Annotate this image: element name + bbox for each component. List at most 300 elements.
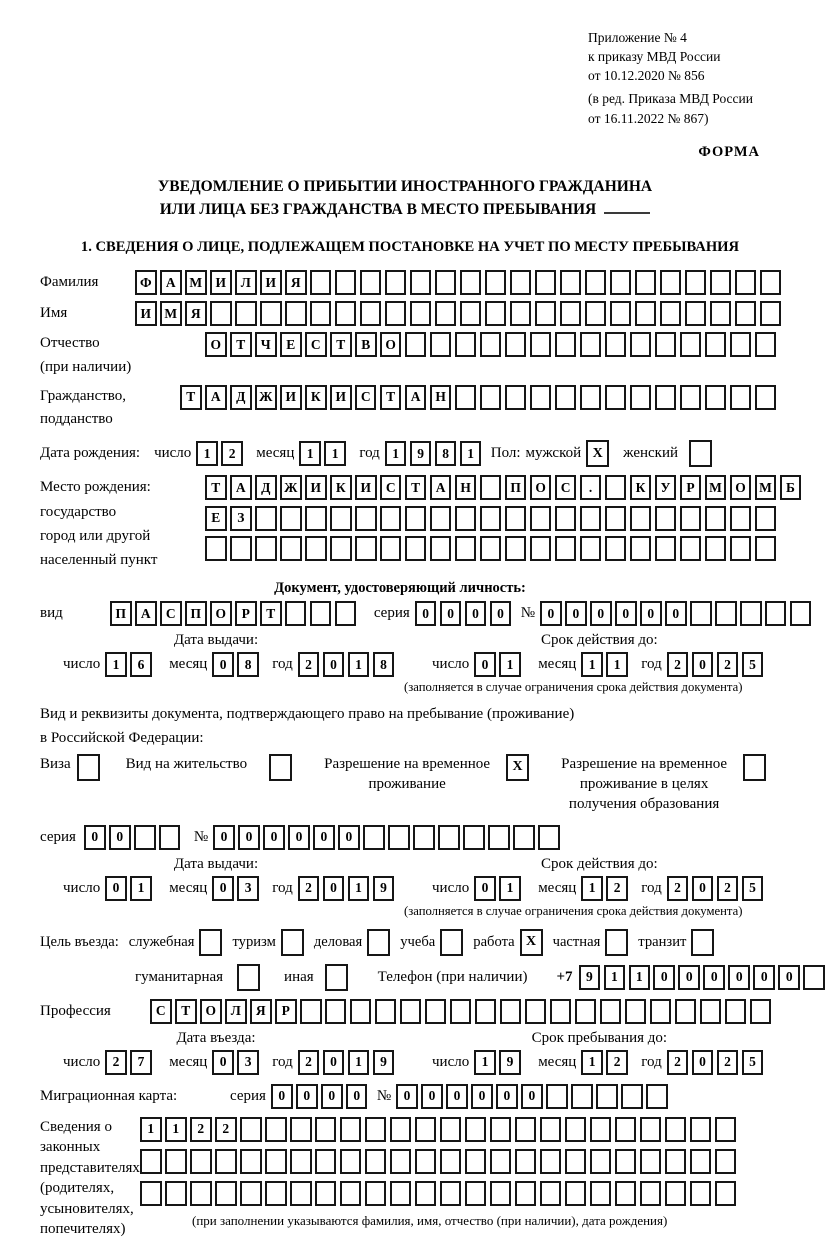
sex-female-checkbox[interactable]	[689, 440, 712, 467]
char-cell[interactable]: К	[330, 475, 352, 500]
char-cell[interactable]: 0	[692, 1050, 714, 1075]
char-cell[interactable]	[375, 999, 397, 1024]
char-cell[interactable]	[505, 506, 527, 531]
char-cell[interactable]	[515, 1181, 537, 1206]
char-cell[interactable]	[621, 1084, 643, 1109]
char-cell[interactable]	[335, 270, 357, 295]
char-cell[interactable]: К	[630, 475, 652, 500]
temporary-residence-checkbox[interactable]: X	[506, 754, 529, 781]
char-cell[interactable]: С	[380, 475, 402, 500]
char-cell[interactable]: О	[200, 999, 222, 1024]
char-cell[interactable]: С	[355, 385, 377, 410]
char-cell[interactable]: 0	[728, 965, 750, 990]
purpose-other-checkbox[interactable]	[325, 964, 348, 991]
char-cell[interactable]	[315, 1117, 337, 1142]
char-cell[interactable]: О	[380, 332, 402, 357]
char-cell[interactable]: Т	[230, 332, 252, 357]
char-cell[interactable]	[260, 301, 282, 326]
char-cell[interactable]: 0	[490, 601, 512, 626]
char-cell[interactable]: Т	[405, 475, 427, 500]
char-cell[interactable]: 0	[692, 876, 714, 901]
char-cell[interactable]	[440, 1117, 462, 1142]
char-cell[interactable]: М	[160, 301, 182, 326]
char-cell[interactable]: 0	[521, 1084, 543, 1109]
purpose-official-checkbox[interactable]	[199, 929, 222, 956]
char-cell[interactable]: 5	[742, 652, 764, 677]
char-cell[interactable]	[355, 536, 377, 561]
char-cell[interactable]: 0	[263, 825, 285, 850]
char-cell[interactable]	[555, 332, 577, 357]
char-cell[interactable]	[415, 1117, 437, 1142]
char-cell[interactable]: .	[580, 475, 602, 500]
char-cell[interactable]	[390, 1181, 412, 1206]
char-cell[interactable]: И	[305, 475, 327, 500]
char-cell[interactable]	[310, 270, 332, 295]
char-cell[interactable]: 0	[678, 965, 700, 990]
char-cell[interactable]: 8	[237, 652, 259, 677]
char-cell[interactable]	[465, 1181, 487, 1206]
char-cell[interactable]	[605, 385, 627, 410]
char-cell[interactable]	[335, 601, 357, 626]
char-cell[interactable]: М	[755, 475, 777, 500]
char-cell[interactable]	[465, 1117, 487, 1142]
char-cell[interactable]	[710, 301, 732, 326]
char-cell[interactable]	[515, 1149, 537, 1174]
char-cell[interactable]	[640, 1117, 662, 1142]
char-cell[interactable]	[803, 965, 825, 990]
char-cell[interactable]	[630, 536, 652, 561]
char-cell[interactable]	[680, 536, 702, 561]
char-cell[interactable]	[305, 536, 327, 561]
char-cell[interactable]	[538, 825, 560, 850]
char-cell[interactable]: Т	[180, 385, 202, 410]
char-cell[interactable]: З	[230, 506, 252, 531]
char-cell[interactable]	[765, 601, 787, 626]
char-cell[interactable]: 0	[590, 601, 612, 626]
char-cell[interactable]	[315, 1149, 337, 1174]
char-cell[interactable]	[665, 1181, 687, 1206]
char-cell[interactable]	[655, 385, 677, 410]
char-cell[interactable]	[675, 999, 697, 1024]
char-cell[interactable]: 0	[313, 825, 335, 850]
char-cell[interactable]: Н	[455, 475, 477, 500]
char-cell[interactable]	[365, 1149, 387, 1174]
char-cell[interactable]	[690, 1149, 712, 1174]
char-cell[interactable]	[575, 999, 597, 1024]
char-cell[interactable]	[385, 270, 407, 295]
char-cell[interactable]: В	[355, 332, 377, 357]
char-cell[interactable]	[513, 825, 535, 850]
char-cell[interactable]: 0	[440, 601, 462, 626]
char-cell[interactable]	[525, 999, 547, 1024]
char-cell[interactable]	[700, 999, 722, 1024]
char-cell[interactable]	[215, 1149, 237, 1174]
char-cell[interactable]: 0	[692, 652, 714, 677]
char-cell[interactable]	[535, 301, 557, 326]
char-cell[interactable]: 0	[474, 876, 496, 901]
char-cell[interactable]: М	[705, 475, 727, 500]
char-cell[interactable]	[615, 1117, 637, 1142]
char-cell[interactable]	[290, 1149, 312, 1174]
char-cell[interactable]	[330, 506, 352, 531]
char-cell[interactable]	[655, 536, 677, 561]
char-cell[interactable]	[290, 1181, 312, 1206]
char-cell[interactable]	[640, 1149, 662, 1174]
char-cell[interactable]	[690, 601, 712, 626]
char-cell[interactable]	[360, 270, 382, 295]
char-cell[interactable]: И	[355, 475, 377, 500]
char-cell[interactable]	[510, 301, 532, 326]
char-cell[interactable]	[455, 536, 477, 561]
char-cell[interactable]	[646, 1084, 668, 1109]
char-cell[interactable]	[388, 825, 410, 850]
char-cell[interactable]	[210, 301, 232, 326]
char-cell[interactable]	[415, 1149, 437, 1174]
char-cell[interactable]: 1	[196, 441, 218, 466]
char-cell[interactable]	[415, 1181, 437, 1206]
char-cell[interactable]	[590, 1181, 612, 1206]
char-cell[interactable]	[680, 506, 702, 531]
char-cell[interactable]: Ф	[135, 270, 157, 295]
char-cell[interactable]	[310, 301, 332, 326]
char-cell[interactable]: А	[135, 601, 157, 626]
purpose-business-checkbox[interactable]	[367, 929, 390, 956]
char-cell[interactable]: И	[135, 301, 157, 326]
char-cell[interactable]	[680, 385, 702, 410]
char-cell[interactable]	[755, 506, 777, 531]
char-cell[interactable]	[790, 601, 812, 626]
char-cell[interactable]	[685, 301, 707, 326]
char-cell[interactable]: 0	[212, 652, 234, 677]
purpose-transit-checkbox[interactable]	[691, 929, 714, 956]
char-cell[interactable]	[515, 1117, 537, 1142]
char-cell[interactable]	[140, 1149, 162, 1174]
char-cell[interactable]	[425, 999, 447, 1024]
char-cell[interactable]: Т	[380, 385, 402, 410]
char-cell[interactable]: 0	[471, 1084, 493, 1109]
char-cell[interactable]: 1	[385, 441, 407, 466]
char-cell[interactable]	[580, 506, 602, 531]
char-cell[interactable]: 1	[499, 652, 521, 677]
char-cell[interactable]: 0	[212, 876, 234, 901]
char-cell[interactable]	[635, 270, 657, 295]
char-cell[interactable]	[705, 536, 727, 561]
char-cell[interactable]: 1	[460, 441, 482, 466]
char-cell[interactable]	[405, 506, 427, 531]
char-cell[interactable]: 3	[237, 876, 259, 901]
char-cell[interactable]: 0	[474, 652, 496, 677]
char-cell[interactable]	[760, 270, 782, 295]
char-cell[interactable]	[660, 270, 682, 295]
char-cell[interactable]: 0	[109, 825, 131, 850]
char-cell[interactable]	[240, 1181, 262, 1206]
char-cell[interactable]	[435, 301, 457, 326]
char-cell[interactable]: 0	[540, 601, 562, 626]
char-cell[interactable]: 0	[665, 601, 687, 626]
char-cell[interactable]	[490, 1181, 512, 1206]
char-cell[interactable]	[605, 536, 627, 561]
char-cell[interactable]	[215, 1181, 237, 1206]
char-cell[interactable]: 2	[105, 1050, 127, 1075]
char-cell[interactable]: 0	[565, 601, 587, 626]
char-cell[interactable]: 0	[496, 1084, 518, 1109]
char-cell[interactable]	[546, 1084, 568, 1109]
char-cell[interactable]: С	[150, 999, 172, 1024]
char-cell[interactable]: 1	[105, 652, 127, 677]
char-cell[interactable]	[240, 1117, 262, 1142]
char-cell[interactable]: 0	[213, 825, 235, 850]
char-cell[interactable]	[735, 270, 757, 295]
char-cell[interactable]	[550, 999, 572, 1024]
char-cell[interactable]: О	[530, 475, 552, 500]
purpose-work-checkbox[interactable]: X	[520, 929, 543, 956]
char-cell[interactable]: 9	[410, 441, 432, 466]
char-cell[interactable]	[530, 506, 552, 531]
char-cell[interactable]	[413, 825, 435, 850]
char-cell[interactable]	[315, 1181, 337, 1206]
char-cell[interactable]: 0	[415, 601, 437, 626]
char-cell[interactable]	[630, 385, 652, 410]
char-cell[interactable]	[455, 332, 477, 357]
char-cell[interactable]: Т	[260, 601, 282, 626]
char-cell[interactable]	[430, 536, 452, 561]
char-cell[interactable]	[330, 536, 352, 561]
char-cell[interactable]	[485, 270, 507, 295]
char-cell[interactable]: 0	[212, 1050, 234, 1075]
char-cell[interactable]: 1	[165, 1117, 187, 1142]
char-cell[interactable]: И	[260, 270, 282, 295]
char-cell[interactable]	[571, 1084, 593, 1109]
char-cell[interactable]	[585, 301, 607, 326]
char-cell[interactable]	[455, 385, 477, 410]
char-cell[interactable]	[340, 1181, 362, 1206]
char-cell[interactable]: Р	[235, 601, 257, 626]
char-cell[interactable]	[285, 601, 307, 626]
char-cell[interactable]	[585, 270, 607, 295]
char-cell[interactable]	[360, 301, 382, 326]
char-cell[interactable]	[165, 1181, 187, 1206]
char-cell[interactable]: Б	[780, 475, 802, 500]
char-cell[interactable]: 1	[299, 441, 321, 466]
char-cell[interactable]	[580, 332, 602, 357]
char-cell[interactable]	[205, 536, 227, 561]
char-cell[interactable]: 2	[717, 1050, 739, 1075]
char-cell[interactable]	[540, 1181, 562, 1206]
char-cell[interactable]: Ж	[280, 475, 302, 500]
char-cell[interactable]	[630, 506, 652, 531]
char-cell[interactable]	[290, 1117, 312, 1142]
char-cell[interactable]	[665, 1117, 687, 1142]
char-cell[interactable]	[455, 506, 477, 531]
char-cell[interactable]	[755, 332, 777, 357]
char-cell[interactable]: 2	[606, 876, 628, 901]
char-cell[interactable]: 1	[499, 876, 521, 901]
char-cell[interactable]	[605, 475, 627, 500]
purpose-private-checkbox[interactable]	[605, 929, 628, 956]
char-cell[interactable]	[390, 1149, 412, 1174]
char-cell[interactable]	[325, 999, 347, 1024]
char-cell[interactable]: 1	[324, 441, 346, 466]
char-cell[interactable]	[380, 536, 402, 561]
char-cell[interactable]	[280, 536, 302, 561]
char-cell[interactable]: А	[430, 475, 452, 500]
char-cell[interactable]	[165, 1149, 187, 1174]
char-cell[interactable]: 1	[581, 876, 603, 901]
char-cell[interactable]: 9	[579, 965, 601, 990]
char-cell[interactable]	[390, 1117, 412, 1142]
char-cell[interactable]	[385, 301, 407, 326]
char-cell[interactable]: Я	[185, 301, 207, 326]
char-cell[interactable]: 0	[778, 965, 800, 990]
char-cell[interactable]: Т	[205, 475, 227, 500]
visa-checkbox[interactable]	[77, 754, 100, 781]
char-cell[interactable]	[715, 601, 737, 626]
char-cell[interactable]	[480, 332, 502, 357]
char-cell[interactable]: Ж	[255, 385, 277, 410]
char-cell[interactable]: У	[655, 475, 677, 500]
purpose-study-checkbox[interactable]	[440, 929, 463, 956]
char-cell[interactable]: 0	[238, 825, 260, 850]
char-cell[interactable]	[265, 1181, 287, 1206]
char-cell[interactable]	[480, 475, 502, 500]
char-cell[interactable]	[665, 1149, 687, 1174]
char-cell[interactable]	[435, 270, 457, 295]
char-cell[interactable]: С	[305, 332, 327, 357]
char-cell[interactable]: А	[405, 385, 427, 410]
char-cell[interactable]: 9	[373, 1050, 395, 1075]
char-cell[interactable]: 2	[606, 1050, 628, 1075]
char-cell[interactable]	[340, 1117, 362, 1142]
char-cell[interactable]	[555, 506, 577, 531]
char-cell[interactable]: Я	[250, 999, 272, 1024]
char-cell[interactable]: Ч	[255, 332, 277, 357]
char-cell[interactable]	[540, 1117, 562, 1142]
char-cell[interactable]	[190, 1181, 212, 1206]
char-cell[interactable]: 3	[237, 1050, 259, 1075]
char-cell[interactable]	[410, 301, 432, 326]
char-cell[interactable]	[660, 301, 682, 326]
purpose-tourism-checkbox[interactable]	[281, 929, 304, 956]
char-cell[interactable]	[440, 1149, 462, 1174]
char-cell[interactable]	[610, 270, 632, 295]
char-cell[interactable]: Л	[235, 270, 257, 295]
char-cell[interactable]	[705, 385, 727, 410]
temporary-residence-education-checkbox[interactable]	[743, 754, 766, 781]
char-cell[interactable]	[310, 601, 332, 626]
char-cell[interactable]: 0	[84, 825, 106, 850]
char-cell[interactable]	[565, 1149, 587, 1174]
char-cell[interactable]: 2	[667, 652, 689, 677]
char-cell[interactable]: 2	[667, 876, 689, 901]
char-cell[interactable]: 6	[130, 652, 152, 677]
char-cell[interactable]	[240, 1149, 262, 1174]
char-cell[interactable]: П	[185, 601, 207, 626]
char-cell[interactable]	[430, 332, 452, 357]
char-cell[interactable]: 2	[298, 876, 320, 901]
char-cell[interactable]	[438, 825, 460, 850]
char-cell[interactable]	[355, 506, 377, 531]
char-cell[interactable]	[760, 301, 782, 326]
char-cell[interactable]	[605, 506, 627, 531]
char-cell[interactable]	[635, 301, 657, 326]
char-cell[interactable]	[755, 536, 777, 561]
char-cell[interactable]	[465, 1149, 487, 1174]
char-cell[interactable]: А	[230, 475, 252, 500]
char-cell[interactable]: Е	[205, 506, 227, 531]
char-cell[interactable]: М	[185, 270, 207, 295]
char-cell[interactable]	[134, 825, 156, 850]
char-cell[interactable]	[705, 332, 727, 357]
char-cell[interactable]	[630, 332, 652, 357]
char-cell[interactable]: 1	[348, 1050, 370, 1075]
char-cell[interactable]: О	[205, 332, 227, 357]
char-cell[interactable]: 1	[348, 876, 370, 901]
char-cell[interactable]: 0	[703, 965, 725, 990]
char-cell[interactable]	[590, 1117, 612, 1142]
char-cell[interactable]: 0	[323, 652, 345, 677]
char-cell[interactable]: 2	[215, 1117, 237, 1142]
char-cell[interactable]: Р	[275, 999, 297, 1024]
char-cell[interactable]: Р	[680, 475, 702, 500]
char-cell[interactable]	[463, 825, 485, 850]
char-cell[interactable]: 2	[298, 1050, 320, 1075]
char-cell[interactable]: 0	[321, 1084, 343, 1109]
char-cell[interactable]	[159, 825, 181, 850]
char-cell[interactable]: С	[555, 475, 577, 500]
char-cell[interactable]: Я	[285, 270, 307, 295]
char-cell[interactable]	[405, 332, 427, 357]
residence-permit-checkbox[interactable]	[269, 754, 292, 781]
char-cell[interactable]: 1	[581, 1050, 603, 1075]
char-cell[interactable]	[680, 332, 702, 357]
char-cell[interactable]: 1	[140, 1117, 162, 1142]
char-cell[interactable]	[690, 1117, 712, 1142]
char-cell[interactable]: Д	[230, 385, 252, 410]
char-cell[interactable]: 0	[105, 876, 127, 901]
char-cell[interactable]	[735, 301, 757, 326]
char-cell[interactable]: 0	[653, 965, 675, 990]
char-cell[interactable]	[596, 1084, 618, 1109]
char-cell[interactable]	[485, 301, 507, 326]
char-cell[interactable]	[475, 999, 497, 1024]
char-cell[interactable]	[690, 1181, 712, 1206]
char-cell[interactable]: 0	[338, 825, 360, 850]
char-cell[interactable]: 0	[323, 876, 345, 901]
char-cell[interactable]: 0	[421, 1084, 443, 1109]
char-cell[interactable]	[365, 1181, 387, 1206]
char-cell[interactable]	[730, 332, 752, 357]
char-cell[interactable]: 2	[221, 441, 243, 466]
char-cell[interactable]: 0	[615, 601, 637, 626]
char-cell[interactable]	[505, 536, 527, 561]
char-cell[interactable]	[530, 332, 552, 357]
char-cell[interactable]	[430, 506, 452, 531]
char-cell[interactable]: П	[110, 601, 132, 626]
char-cell[interactable]	[480, 506, 502, 531]
char-cell[interactable]	[615, 1181, 637, 1206]
char-cell[interactable]: 7	[130, 1050, 152, 1075]
char-cell[interactable]	[480, 385, 502, 410]
char-cell[interactable]	[715, 1117, 737, 1142]
char-cell[interactable]	[300, 999, 322, 1024]
char-cell[interactable]	[265, 1149, 287, 1174]
char-cell[interactable]: Е	[280, 332, 302, 357]
char-cell[interactable]	[235, 301, 257, 326]
char-cell[interactable]	[510, 270, 532, 295]
char-cell[interactable]	[565, 1117, 587, 1142]
char-cell[interactable]	[505, 385, 527, 410]
char-cell[interactable]	[710, 270, 732, 295]
